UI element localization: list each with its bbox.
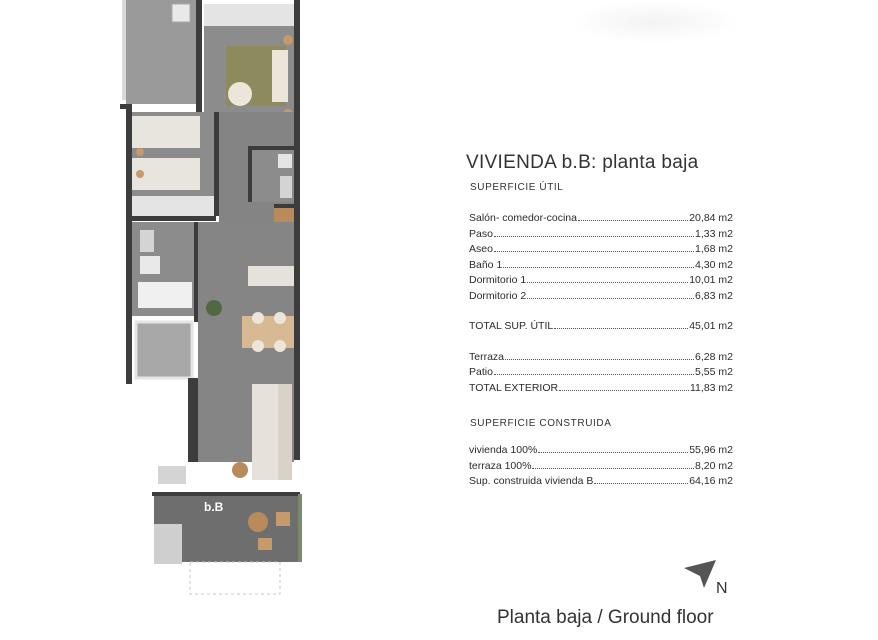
shower-tray xyxy=(136,322,192,378)
bathroom-cabinet xyxy=(140,230,154,252)
area-row: Dormitorio 1 10,01 m2 xyxy=(469,274,733,286)
wall-left xyxy=(126,108,132,384)
area-row: Paso 1,33 m2 xyxy=(469,227,733,240)
terrace-stairs xyxy=(154,524,182,564)
spacer xyxy=(466,304,746,319)
dining-table xyxy=(242,316,294,348)
area-row: Patio 5,55 m2 xyxy=(469,366,733,378)
useful-area-heading: SUPERFICIE ÚTIL xyxy=(470,182,564,193)
wall-aseo-left xyxy=(248,146,252,202)
aseo-washbasin xyxy=(278,154,292,168)
bathtub xyxy=(138,282,192,308)
pillow-1 xyxy=(136,148,144,156)
pillow-2 xyxy=(136,170,144,178)
chair-4 xyxy=(274,340,286,352)
chair-2 xyxy=(274,312,286,324)
wall-bedroom2-bottom xyxy=(132,216,216,221)
chair-3 xyxy=(252,340,264,352)
plant-icon xyxy=(206,300,222,316)
armchair xyxy=(228,82,252,106)
plan-unit-label: b.B xyxy=(204,500,224,514)
sofa-back xyxy=(278,384,292,480)
useful-total-row: TOTAL SUP. ÚTIL 45,01 m2 xyxy=(469,320,733,332)
bedroom-2-wardrobe xyxy=(132,196,216,216)
area-row: Baño 1 4,30 m2 xyxy=(469,258,733,271)
area-table xyxy=(466,152,746,490)
terrace-table xyxy=(248,512,268,532)
wardrobe xyxy=(204,4,296,26)
kitchen-island xyxy=(248,266,294,286)
floor-caption: Planta baja / Ground floor xyxy=(497,607,714,628)
plan-outer-left xyxy=(122,0,126,100)
chair-1 xyxy=(252,312,264,324)
wall-right xyxy=(294,0,300,460)
area-row: Aseo 1,68 m2 xyxy=(469,243,733,255)
terrace-chair-2 xyxy=(258,538,272,550)
terrace-dashed-outline xyxy=(190,562,280,594)
spacer xyxy=(466,335,746,350)
kitchen-wall xyxy=(274,204,294,208)
floor-plan xyxy=(110,0,320,610)
built-area-heading: SUPERFICIE CONSTRUIDA xyxy=(470,418,612,429)
area-row: Salón- comedor-cocina 20,84 m2 xyxy=(469,212,733,224)
aseo-toilet xyxy=(280,176,292,198)
wall-bath-right xyxy=(194,222,198,322)
coffee-table xyxy=(232,462,248,478)
single-bed-1 xyxy=(132,116,200,148)
wall-bedroom-divider xyxy=(196,0,202,112)
exterior-total-row: TOTAL EXTERIOR 11,83 m2 xyxy=(469,381,733,394)
unit-title: VIVIENDA b.B: planta baja xyxy=(466,152,699,173)
background-smudge xyxy=(570,0,740,44)
area-row: Terraza 6,28 m2 xyxy=(469,350,733,363)
terrace-chair-1 xyxy=(276,512,290,526)
area-row: Dormitorio 2 6,83 m2 xyxy=(469,289,733,302)
side-cabinet xyxy=(158,466,186,484)
double-bed-pillows xyxy=(272,50,288,102)
patio-drain-icon xyxy=(172,4,190,22)
wall-terrace xyxy=(152,492,300,496)
wall-lower-left xyxy=(188,378,198,462)
terrace-planter xyxy=(298,494,302,562)
area-row: Sup. construida vivienda B 64,16 m2 xyxy=(469,475,733,487)
area-row: vivienda 100% 55,96 m2 xyxy=(469,444,733,456)
wall-bedroom2-right xyxy=(214,112,219,216)
north-label: N xyxy=(716,580,728,597)
north-arrow-icon xyxy=(682,560,742,600)
bathroom-toilet xyxy=(140,256,160,274)
wall-aseo xyxy=(248,146,294,150)
nightstand-top xyxy=(283,35,293,45)
area-row: terraza 100% 8,20 m2 xyxy=(469,459,733,472)
spacer xyxy=(466,396,746,418)
